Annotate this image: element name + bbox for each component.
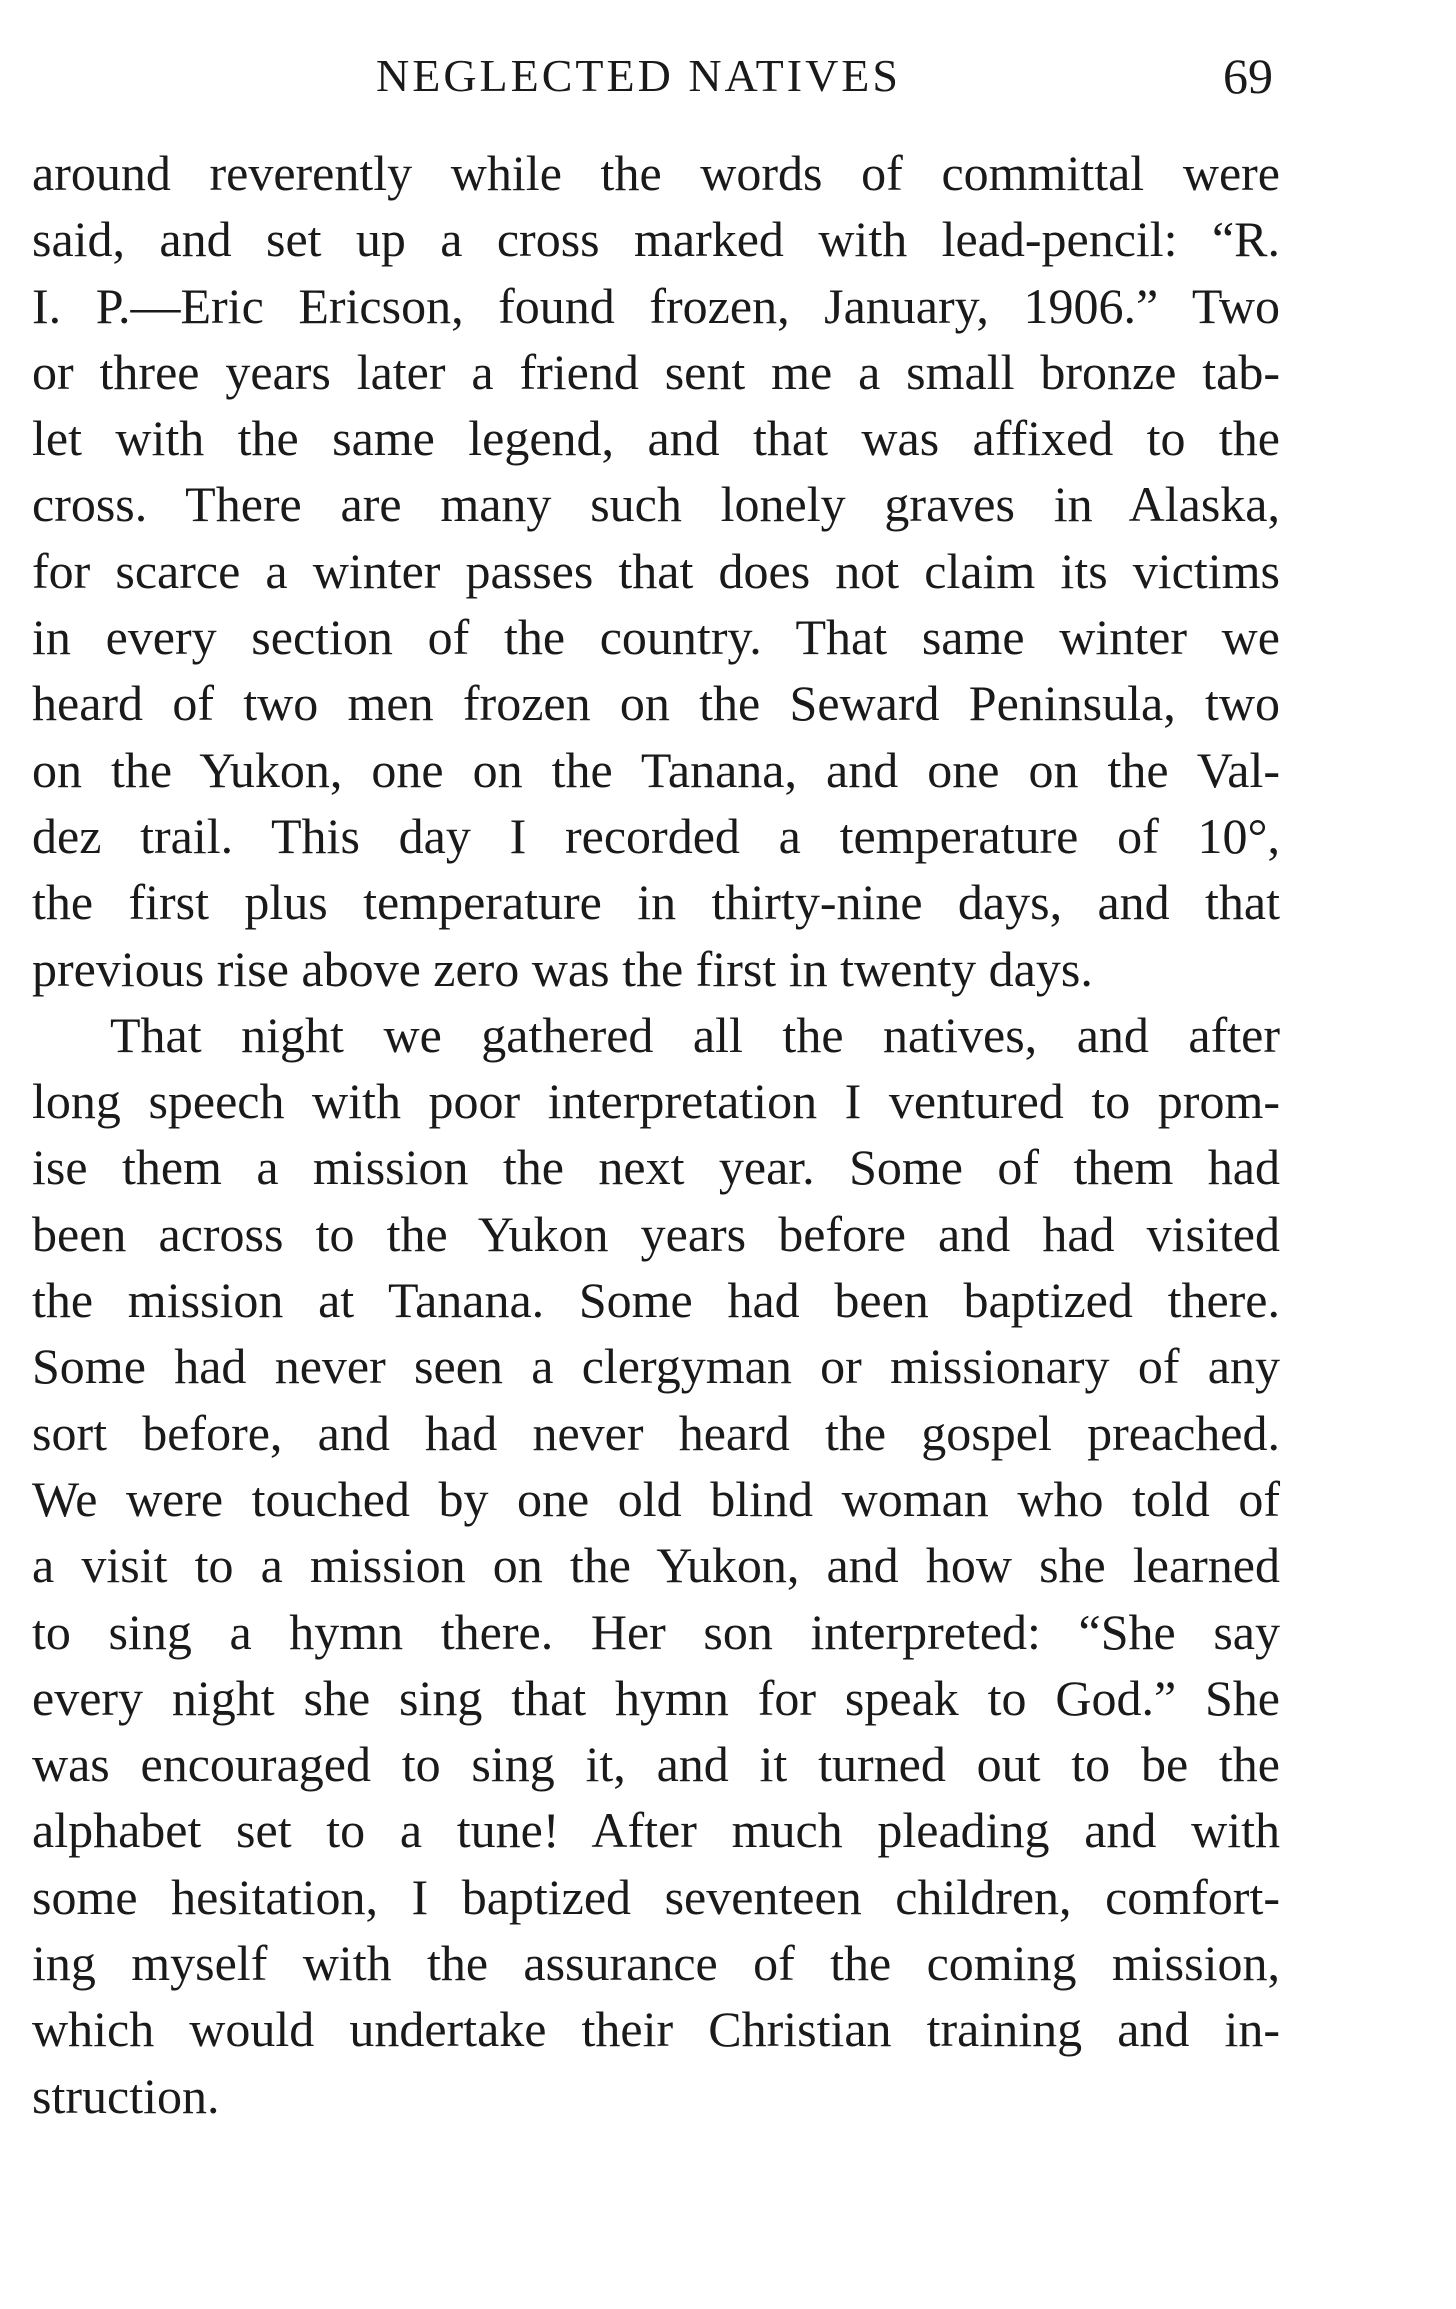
- text-line: the first plus temperature in thirty-nine days, and that: [32, 874, 1280, 931]
- text-line: previous rise above zero was the first in twenty days.: [32, 940, 1093, 997]
- text-line: some hesitation, I baptized seventeen children, comfort-: [32, 1868, 1280, 1925]
- text-line: was encouraged to sing it, and it turned out to be the: [32, 1736, 1280, 1793]
- text-line: been across to the Yukon years before and had visited: [32, 1205, 1280, 1262]
- text-line: dez trail. This day I recorded a temperature of 10°,: [32, 807, 1280, 864]
- body-text: [32, 140, 1280, 2129]
- text-line: let with the same legend, and that was affixed to the: [32, 410, 1280, 467]
- paragraph-1: [32, 140, 1280, 1002]
- text-line: ing myself with the assurance of the coming mission,: [32, 1935, 1280, 1992]
- text-line: I. P.—Eric Ericson, found frozen, January, 1906.” Two: [32, 277, 1280, 334]
- text-line: cross. There are many such lonely graves in Alaska,: [32, 476, 1280, 533]
- text-line: the mission at Tanana. Some had been baptized there.: [32, 1272, 1280, 1329]
- text-line: ise them a mission the next year. Some of them had: [32, 1139, 1280, 1196]
- paragraph-2: [32, 1002, 1280, 2129]
- running-head: [0, 40, 1456, 110]
- text-line: in every section of the country. That same winter we: [32, 609, 1280, 666]
- text-line: sort before, and had never heard the gospel preached.: [32, 1404, 1280, 1461]
- text-line: struction.: [32, 2067, 220, 2124]
- text-line: or three years later a friend sent me a small bronze tab-: [32, 343, 1280, 400]
- text-line: on the Yukon, one on the Tanana, and one on the Val-: [32, 741, 1280, 798]
- text-line: for scarce a winter passes that does not claim its victims: [32, 542, 1280, 599]
- page-number: 69: [1223, 48, 1273, 104]
- text-line: said, and set up a cross marked with lead-pencil: “R.: [32, 211, 1280, 268]
- text-line: to sing a hymn there. Her son interpreted: “She say: [32, 1603, 1280, 1660]
- text-line: Some had never seen a clergyman or missionary of any: [32, 1338, 1280, 1395]
- text-line: That night we gathered all the natives, and after: [110, 1006, 1280, 1063]
- text-line: every night she sing that hymn for speak to God.” She: [32, 1669, 1280, 1726]
- text-line: which would undertake their Christian training and in-: [32, 2001, 1280, 2058]
- text-line: a visit to a mission on the Yukon, and how she learned: [32, 1537, 1280, 1594]
- text-line: heard of two men frozen on the Seward Peninsula, two: [32, 675, 1280, 732]
- text-line: long speech with poor interpretation I ventured to prom-: [32, 1073, 1280, 1130]
- running-title: NEGLECTED NATIVES: [376, 50, 901, 101]
- text-line: around reverently while the words of committal were: [32, 145, 1280, 201]
- text-line: We were touched by one old blind woman who told of: [32, 1470, 1280, 1527]
- text-line: alphabet set to a tune! After much pleading and with: [32, 1802, 1280, 1859]
